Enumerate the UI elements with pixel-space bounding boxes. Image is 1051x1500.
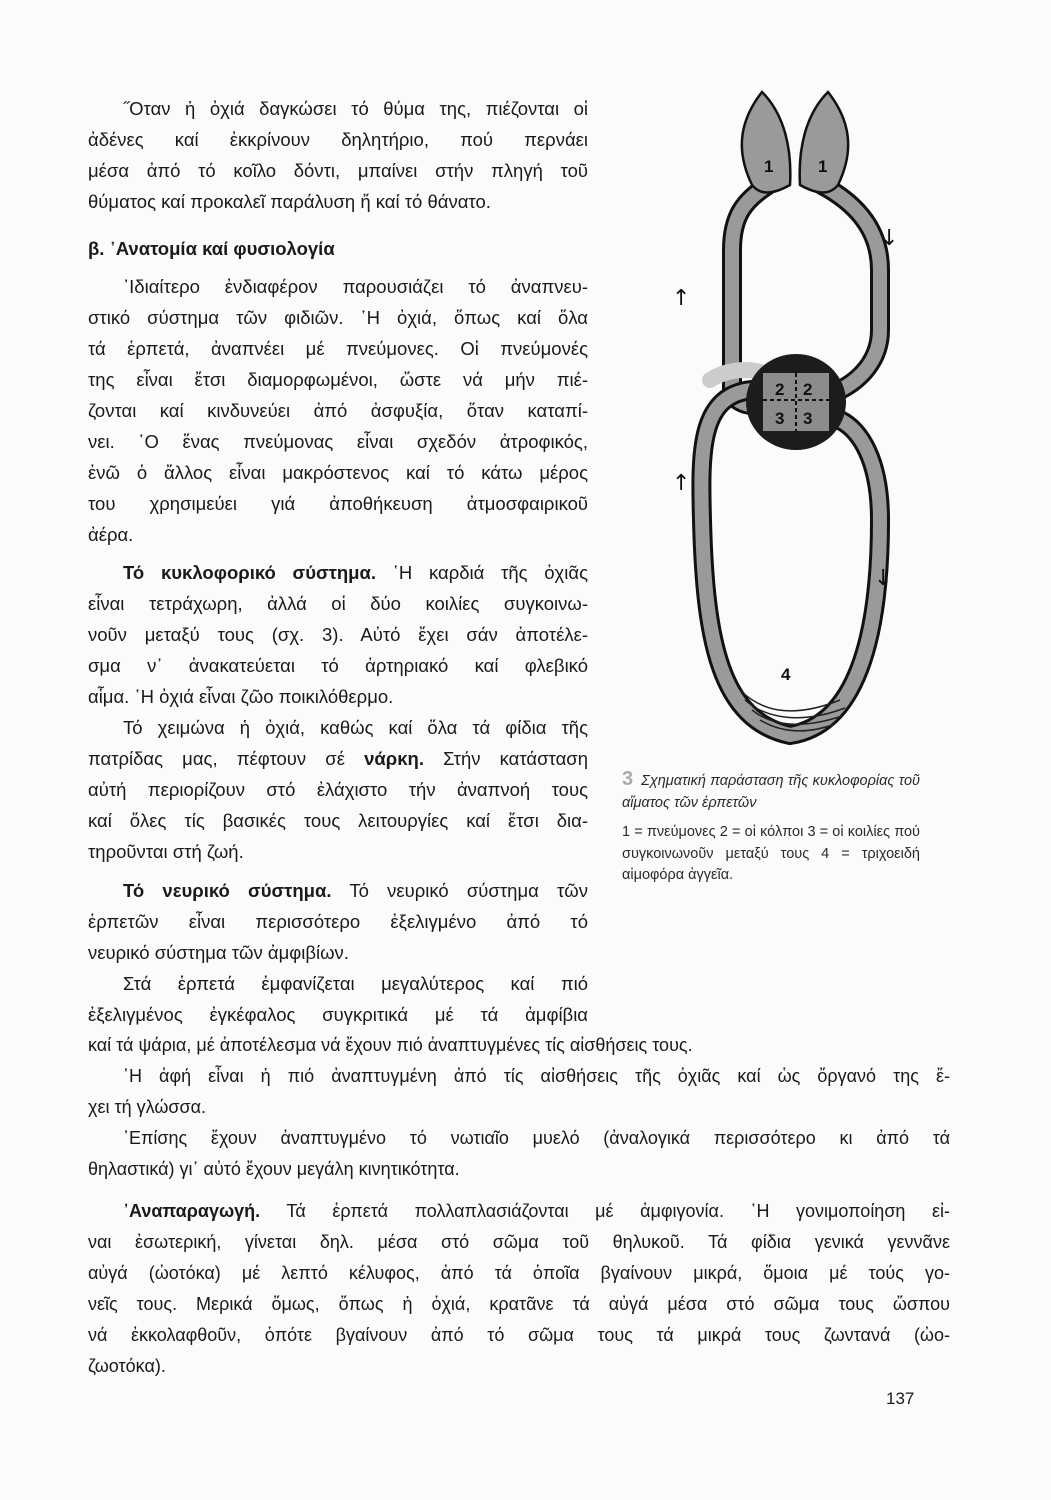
text-line: εἶναι τετράχωρη, ἀλλά οἱ δύο κοιλίες συγκοινω- — [88, 593, 588, 614]
text-line: χει τή γλώσσα. — [88, 1097, 207, 1117]
text-line: ἐνῶ ὁ ἄλλος εἶναι μακρόστενος καί τό κάτω μέρος — [88, 462, 588, 483]
paragraph — [88, 968, 950, 1061]
arrow-down-icon: ↓ — [880, 226, 899, 251]
text-line: του χρησιμεύει γιά ἀποθήκευση ἀτμοσφαιρικοῦ — [88, 493, 588, 514]
text-line: της εἶναι ἔτσι διαμορφωμένοι, ὥστε νά μήν πιέ- — [88, 369, 588, 390]
text-line: ἐξελιγμένος ἐγκέφαλος συγκριτικά μέ τά ἀμφίβια — [88, 1004, 588, 1025]
text-line: αὐγά (ὠοτόκα) μέ λεπτό κέλυφος, ἀπό τά ὁποῖα βγαίνουν μικρά, ὅμοια μέ τούς γο- — [88, 1263, 950, 1283]
figure-caption — [622, 768, 920, 887]
text-line — [88, 875, 588, 906]
arrow-up-icon: ↑ — [672, 286, 691, 311]
text-line: νά ἐκκολαφθοῦν, ὁπότε βγαίνουν ἀπό τό σῶμα τους τά μικρά τους ζωντανά (ὠο- — [88, 1325, 950, 1345]
label-atrium-right: 2 — [803, 380, 813, 399]
text-span: Τό νευρικό σύστημα τῶν — [331, 880, 588, 901]
text-line: ναι ἐσωτερική, γίνεται δηλ. μέσα στό σῶμα τοῦ θηλυκοῦ. Τά φίδια γενικά γεννᾶνε — [88, 1232, 950, 1252]
text-line: ˝Οταν ἡ ὀχιά δαγκώσει τό θύμα της, πιέζονται οἱ — [123, 98, 588, 119]
label-ventricle-left: 3 — [775, 409, 785, 428]
bold-term: νάρκη. — [364, 748, 424, 769]
text-line: β. ᾿Ανατομία καί φυσιολογία — [88, 238, 335, 259]
text-span: ῾Η καρδιά τῆς ὀχιᾶς — [376, 562, 588, 583]
text-line: ζωοτόκα). — [88, 1356, 166, 1376]
text-line: τηροῦνται στή ζωή. — [88, 841, 244, 862]
text-line: ᾿Ιδιαίτερο ἐνδιαφέρον παρουσιάζει τό ἀναπνευ- — [123, 276, 588, 297]
paragraph — [88, 875, 950, 968]
caption-number: 3 — [622, 768, 634, 790]
text-line: θηλαστικά) γι᾿ αὐτό ἔχουν μεγάλη κινητικότητα. — [88, 1159, 460, 1179]
label-lung-left: 1 — [764, 157, 774, 176]
text-line: νεῖς τους. Μερικά ὅμως, ὅπως ἡ ὀχιά, κρατᾶνε τά αὐγά μέσα στό σῶμα τους ὥσπου — [88, 1294, 950, 1314]
text-line: ἀδένες καί ἐκκρίνουν δηλητήριο, πού περνάει — [88, 129, 588, 150]
label-capillaries: 4 — [781, 665, 791, 684]
caption-title-block — [622, 768, 920, 814]
text-line: καί ὅλες τίς βασικές τους λειτουργίες καί ἔτσι δια- — [88, 810, 588, 831]
label-atrium-left: 2 — [775, 380, 785, 399]
text-line: μέσα ἀπό τό κοῖλο δόντι, μπαίνει στήν πληγή τοῦ — [88, 160, 588, 181]
lung-right — [800, 92, 848, 193]
text-line: τά ἑρπετά, ἀναπνέει μέ πνεύμονες. Οἱ πνεύμονές — [88, 338, 588, 359]
text-line: νευρικό σύστημα τῶν ἀμφιβίων. — [88, 942, 349, 963]
text-line — [88, 557, 588, 588]
text-span: πατρίδας μας, πέφτουν σέ — [88, 748, 365, 769]
bold-term: Τό κυκλοφορικό σύστημα. — [123, 562, 377, 583]
label-lung-right: 1 — [818, 157, 828, 176]
caption-title: Σχηματική παράσταση τῆς κυκλοφορίας τοῦ αἵματος τῶν ἑρπετῶν — [622, 773, 920, 811]
circulation-diagram — [660, 85, 920, 765]
text-line: νοῦν μεταξύ τους (σχ. 3). Αὐτό ἔχει σάν ἀποτέλε- — [88, 624, 588, 645]
text-line: Τό χειμώνα ἡ ὀχιά, καθώς καί ὅλα τά φίδια τῆς — [123, 717, 588, 738]
label-ventricle-right: 3 — [803, 409, 813, 428]
page-number: 137 — [886, 1389, 915, 1408]
text-line: αὐτή περιορίζουν στό ἐλάχιστο τήν ἀναπνοή τους — [88, 779, 588, 800]
arrow-down-icon: ↓ — [874, 566, 893, 591]
text-line: σμα ν᾿ ἀνακατεύεται τό ἀρτηριακό καί φλεβικό — [88, 655, 588, 676]
text-line — [88, 743, 588, 774]
lung-left — [742, 92, 790, 193]
paragraph — [88, 1196, 950, 1382]
text-line: στικό σύστημα τῶν φιδιῶν. ῾Η ὀχιά, ὅπως καί ὅλα — [88, 307, 588, 328]
text-line: ἑρπετῶν εἶναι περισσότερο ἐξελιγμένο ἀπό τό — [88, 911, 588, 932]
text-line — [88, 1196, 950, 1227]
paragraph — [88, 1061, 950, 1123]
text-line: ζονται καί κινδυνεύει ἀπό ἀσφυξία, ὅταν καταπί- — [88, 400, 588, 421]
text-line: νει. ῾Ο ἕνας πνεύμονας εἶναι σχεδόν ἀτροφικός, — [88, 431, 588, 452]
bold-term: ᾿Αναπαραγωγή. — [123, 1201, 261, 1221]
text-span: Στήν κατάσταση — [423, 748, 588, 769]
bold-term: Τό νευρικό σύστημα. — [123, 880, 332, 901]
circulation-diagram-svg — [660, 85, 920, 765]
text-line: καί τά ψάρια, μέ ἀποτέλεσμα νά ἔχουν πιό ἀναπτυγμένες τίς αἰσθήσεις τους. — [88, 1035, 693, 1055]
text-span: Τά ἑρπετά πολλαπλασιάζονται μέ ἀμφιγονία. ῾Η γονιμοποίηση εἰ- — [260, 1201, 950, 1221]
text-line: ἀέρα. — [88, 524, 134, 545]
text-line: ῾Η ἀφή εἶναι ἡ πιό ἀναπτυγμένη ἀπό τίς αἰσθήσεις τῆς ὀχιᾶς καί ὡς ὄργανό της ἔ- — [123, 1066, 950, 1086]
text-line: Στά ἑρπετά ἐμφανίζεται μεγαλύτερος καί πιό — [123, 973, 588, 994]
text-line: ᾿Επίσης ἔχουν ἀναπτυγμένο τό νωτιαῖο μυελό (ἀναλογικά περισσότερο κι ἀπό τά — [123, 1128, 950, 1148]
text-line: θύματος καί προκαλεῖ παράλυση ἤ καί τό θάνατο. — [88, 191, 491, 212]
arrow-up-icon: ↑ — [672, 471, 691, 496]
caption-legend: 1 = πνεύμονες 2 = οἱ κόλποι 3 = οἱ κοιλίες πού συγκοινωνοῦν μεταξύ τους 4 = τριχοειδή αἱμοφόρα ἀγγεῖα. — [622, 824, 920, 883]
text-line: αἷμα. ῾Η ὀχιά εἶναι ζῶο ποικιλόθερμο. — [88, 686, 394, 707]
paragraph — [88, 1123, 950, 1185]
